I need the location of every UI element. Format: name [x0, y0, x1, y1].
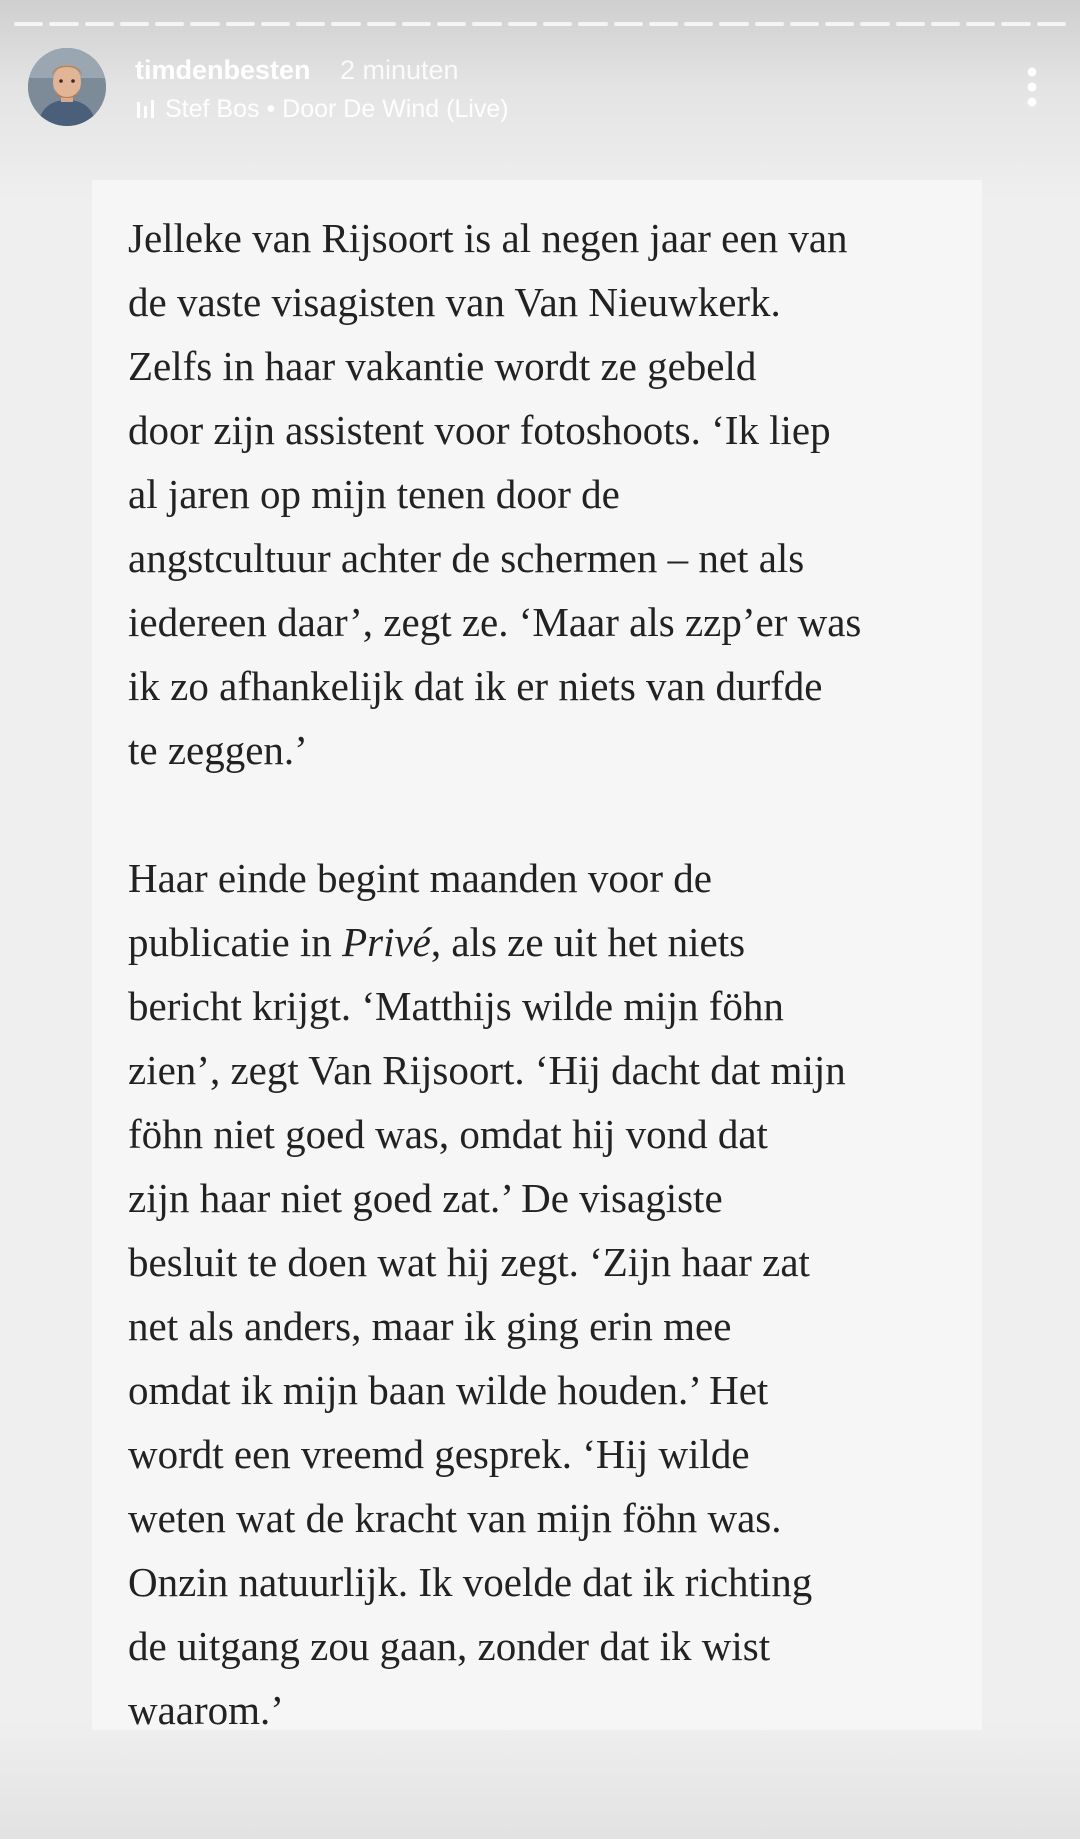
story-progress-segment	[825, 22, 854, 26]
story-progress-segment	[402, 22, 431, 26]
music-attribution[interactable]	[135, 94, 509, 124]
article-line: net als anders, maar ik ging erin mee	[128, 1303, 732, 1349]
story-progress-segment	[331, 22, 360, 26]
more-vertical-icon	[1012, 60, 1052, 116]
music-bars-icon	[135, 98, 157, 120]
story-progress-segment	[790, 22, 819, 26]
article-line: te zeggen.’	[128, 727, 308, 773]
story-progress-segment	[296, 22, 325, 26]
article-line: Onzin natuurlijk. Ik voelde dat ik richting	[128, 1559, 813, 1605]
article-line: al jaren op mijn tenen door de	[128, 471, 620, 517]
post-time: 2 minuten	[340, 55, 459, 85]
magazine-title: Privé	[342, 919, 431, 965]
article-line: de vaste visagisten van Van Nieuwkerk.	[128, 279, 781, 325]
username-link[interactable]: timdenbesten	[135, 55, 311, 85]
article-screenshot	[92, 180, 982, 1733]
story-progress-segment	[367, 22, 396, 26]
story-progress-segment	[14, 22, 43, 26]
story-progress-segment	[860, 22, 889, 26]
article-line: Zelfs in haar vakantie wordt ze gebeld	[128, 343, 757, 389]
article-text: , als ze uit het niets	[430, 919, 746, 965]
story-progress-segment	[261, 22, 290, 26]
story-progress-segment	[931, 22, 960, 26]
story-progress-segment	[1037, 22, 1066, 26]
article-line: omdat ik mijn baan wilde houden.’ Het	[128, 1367, 769, 1413]
article-paragraph-2	[128, 846, 968, 1742]
article-line: bericht krijgt. ‘Matthijs wilde mijn föhn	[128, 983, 784, 1029]
story-header	[28, 48, 1052, 132]
story-progress-segment	[543, 22, 572, 26]
article-line: weten wat de kracht van mijn föhn was.	[128, 1495, 782, 1541]
article-line: door zijn assistent voor fotoshoots. ‘Ik liep	[128, 407, 831, 453]
article-line: ik zo afhankelijk dat ik er niets van durfde	[128, 663, 823, 709]
article-line: waarom.’	[128, 1687, 284, 1733]
story-progress-bar	[14, 22, 1066, 26]
story-progress-segment	[85, 22, 114, 26]
story-progress-segment	[49, 22, 78, 26]
article-line: besluit te doen wat hij zegt. ‘Zijn haar zat	[128, 1239, 810, 1285]
profile-avatar[interactable]	[28, 48, 106, 126]
story-progress-segment	[226, 22, 255, 26]
article-line: wordt een vreemd gesprek. ‘Hij wilde	[128, 1431, 750, 1477]
article-line: de uitgang zou gaan, zonder dat ik wist	[128, 1623, 771, 1669]
story-progress-segment	[190, 22, 219, 26]
story-progress-segment	[1001, 22, 1030, 26]
more-options-button[interactable]	[1012, 60, 1052, 116]
article-line: zien’, zegt Van Rijsoort. ‘Hij dacht dat mijn	[128, 1047, 846, 1093]
article-paragraph-1	[128, 206, 968, 782]
story-progress-segment	[472, 22, 501, 26]
article-line: zijn haar niet goed zat.’ De visagiste	[128, 1175, 723, 1221]
music-track-label: Stef Bos • Door De Wind (Live)	[165, 95, 509, 123]
article-line: Jelleke van Rijsoort is al negen jaar een van	[128, 215, 848, 261]
story-progress-segment	[896, 22, 925, 26]
story-progress-segment	[120, 22, 149, 26]
story-progress-segment	[755, 22, 784, 26]
article-line: föhn niet goed was, omdat hij vond dat	[128, 1111, 768, 1157]
story-progress-segment	[437, 22, 466, 26]
story-progress-segment	[719, 22, 748, 26]
article-text: publicatie in	[128, 919, 343, 965]
story-progress-segment	[155, 22, 184, 26]
story-progress-segment	[578, 22, 607, 26]
article-line: angstcultuur achter de schermen – net als	[128, 535, 805, 581]
story-progress-segment	[508, 22, 537, 26]
article-line: Haar einde begint maanden voor de	[128, 855, 713, 901]
avatar-image	[28, 48, 106, 126]
article-line	[128, 910, 968, 974]
story-progress-segment	[614, 22, 643, 26]
story-progress-segment	[966, 22, 995, 26]
story-progress-segment	[684, 22, 713, 26]
article-line: iedereen daar’, zegt ze. ‘Maar als zzp’er was	[128, 599, 862, 645]
story-progress-segment	[649, 22, 678, 26]
